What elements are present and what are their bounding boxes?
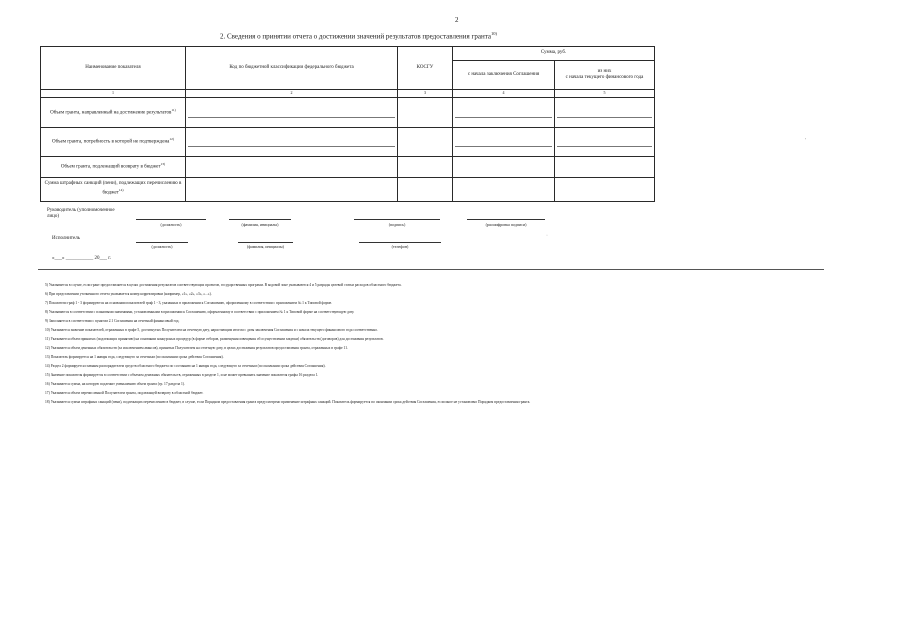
cell-kosgu [398, 127, 453, 156]
header-kosgu: КОСГУ [398, 47, 453, 90]
date-line: «___» ___________ 20___ г. [52, 256, 111, 261]
header-budget-code: Код по бюджетной классификации федерального бюджета [186, 47, 398, 90]
header-since-year: с начала текущего финансового года [565, 75, 644, 80]
row-label-penalties [41, 177, 186, 201]
footnote: 17) Указывается объем перечисленной Получателем гранта, подлежащей возврату в областной бюджет. [45, 391, 204, 395]
footnote-separator [38, 269, 824, 270]
row-label-text: Сумма штрафных санкций (пени), подлежащих перечислению в бюджет [44, 180, 182, 196]
cell-since-year [555, 177, 655, 201]
table-row [41, 156, 655, 177]
cell-since-year [555, 127, 655, 156]
footnotes [45, 283, 825, 409]
grant-report-table [40, 46, 655, 202]
header-since-year-group [555, 61, 655, 90]
row-label-grant-unconfirmed [41, 127, 186, 156]
header-sum: Сумма, руб. [453, 47, 655, 61]
scan-mark: · [546, 233, 548, 239]
section-title [220, 31, 497, 40]
cell-since-agreement [453, 156, 555, 177]
footnote: 12) Указывается объем денежных обязательств (за исключением авансов), принятых Получателем на отчетную дату, в целях достижения результатов предоставления гранта, отраженных в графе 11. [45, 346, 348, 350]
row-label-text: Объем гранта, подлежащий возврату в бюджет [60, 165, 161, 171]
footnote: 9) Заполняется в соответствии с пунктом 2.1 Соглашения на отчетный финансовый год. [45, 319, 180, 323]
cell-since-agreement [453, 97, 555, 127]
caption-name-initials: (фамилия, инициалы) [241, 222, 279, 227]
cell-since-agreement [453, 177, 555, 201]
footnote: 7) Показатели граф 1 - 3 формируются на основании показателей граф 1 - 3, указанных в приложении к Соглашению, оформленному в соответствии с приложением № 1 к Типовой форме. [45, 301, 333, 305]
executor-name-line [238, 242, 293, 243]
footnote: 18) Указывается сумма штрафных санкций (пени), подлежащих перечислению в бюджет, в случае, если Порядком предоставления гранта предусмотрено применение штрафных санкций. Показатель формируется по окончании срока действия Соглашения, если иное не установлено Порядком предоставления гранта. [45, 400, 531, 404]
head-position-line [136, 219, 206, 220]
table-row [41, 127, 655, 156]
head-signature-decode-line [467, 219, 545, 220]
cell-budget-code [186, 177, 398, 201]
row-label-grant-spent [41, 97, 186, 127]
cell-kosgu [398, 97, 453, 127]
column-number-1: 1 [41, 90, 186, 98]
row-footnote-ref: 14) [118, 188, 124, 193]
caption-signature-decode: (расшифровка подписи) [485, 222, 527, 227]
footnote: 5) Указывается в случае, если грант предоставляется в целях достижения результатов соответствующих проектов, государственных программ. В кодовой зоне указываются 4 и 5 разряды целевой статьи расходов областного бюджета. [45, 283, 402, 287]
page-number: 2 [455, 16, 459, 24]
head-name-line [229, 219, 291, 220]
caption-position: (должность) [160, 222, 182, 227]
row-footnote-ref: 13) [160, 162, 166, 167]
footnote: 8) Указываются в соответствии с плановыми значениями, установленными в приложении к Соглашению, оформленному в соответствии с приложением № 1 к Типовой форме на соответствующую дату. [45, 310, 355, 314]
footnote: 6) При представлении уточненного отчета указывается номер корректировки (например, «1», «2», «3», «...»). [45, 292, 212, 296]
header-since-agreement: с начала заключения Соглашения [453, 61, 555, 90]
scan-mark: ' [805, 138, 807, 144]
caption-signature: (подпись) [388, 222, 406, 227]
head-label: Руководитель (уполномоченное лицо) [47, 208, 115, 219]
row-footnote-ref: 11) [171, 107, 176, 112]
cell-since-year [555, 156, 655, 177]
header-indicator: Наименование показателя [41, 47, 186, 90]
cell-kosgu [398, 177, 453, 201]
header-of-which: из них [597, 68, 612, 74]
column-number-4: 4 [453, 90, 555, 98]
executor-label: Исполнитель [52, 236, 80, 241]
column-number-3: 3 [398, 90, 453, 98]
caption-executor-position: (должность) [151, 244, 173, 249]
row-label-text: Объем гранта, направленный на достижение результатов [50, 110, 172, 116]
footnote: 11) Указывается объем принятых (подлежащих принятию) на основании конкурсных процедур (в форме отборов, размещения извещения об осуществлении закупки) обязательств (договоров) для достижения результатов. [45, 337, 384, 341]
table-row [41, 177, 655, 201]
executor-position-line [136, 242, 188, 243]
section-title-footnote-ref: 10) [491, 31, 497, 36]
table-row [41, 97, 655, 127]
executor-phone-line [359, 242, 441, 243]
section-title-text: 2. Сведения о принятии отчета о достижении значений результатов предоставления гранта [220, 32, 491, 41]
footnote: 10) Указывается значение показателей, отраженных в графе 5, достигнутых Получателем на отчетную дату, нарастающим итогом с даты заключения Соглашения и с начала текущего финансового года соответственно. [45, 328, 378, 332]
cell-since-year [555, 97, 655, 127]
row-label-text: Объем гранта, потребность в которой не подтверждена [51, 140, 170, 146]
cell-budget-code [186, 156, 398, 177]
head-signature-line [354, 219, 440, 220]
footnote: 15) Значение показателя формируется в соответствии с объемом денежных обязательств, отраженных в разделе 1, и не может превышать значение показателя графы 16 раздела 1. [45, 373, 319, 377]
footnote: 14) Раздел 2 формируется главным распорядителем средств областного бюджета по состоянию на 1 января года, следующего за отчетным (по окончании срока действия Соглашения). [45, 364, 326, 368]
cell-kosgu [398, 156, 453, 177]
cell-since-agreement [453, 127, 555, 156]
cell-budget-code [186, 97, 398, 127]
row-footnote-ref: 12) [169, 137, 175, 142]
footnote: 13) Показатель формируется на 1 января года, следующего за отчетным (по окончании срока действия Соглашения). [45, 355, 224, 359]
caption-executor-name: (фамилия, инициалы) [247, 244, 284, 249]
caption-phone: (телефон) [391, 244, 409, 249]
cell-budget-code [186, 127, 398, 156]
column-number-2: 2 [186, 90, 398, 98]
column-number-5: 5 [555, 90, 655, 98]
footnote: 16) Указывается сумма, на которую подлежит уменьшению объем гранта (гр. 17 раздела 1). [45, 382, 185, 386]
row-label-grant-return [41, 156, 186, 177]
